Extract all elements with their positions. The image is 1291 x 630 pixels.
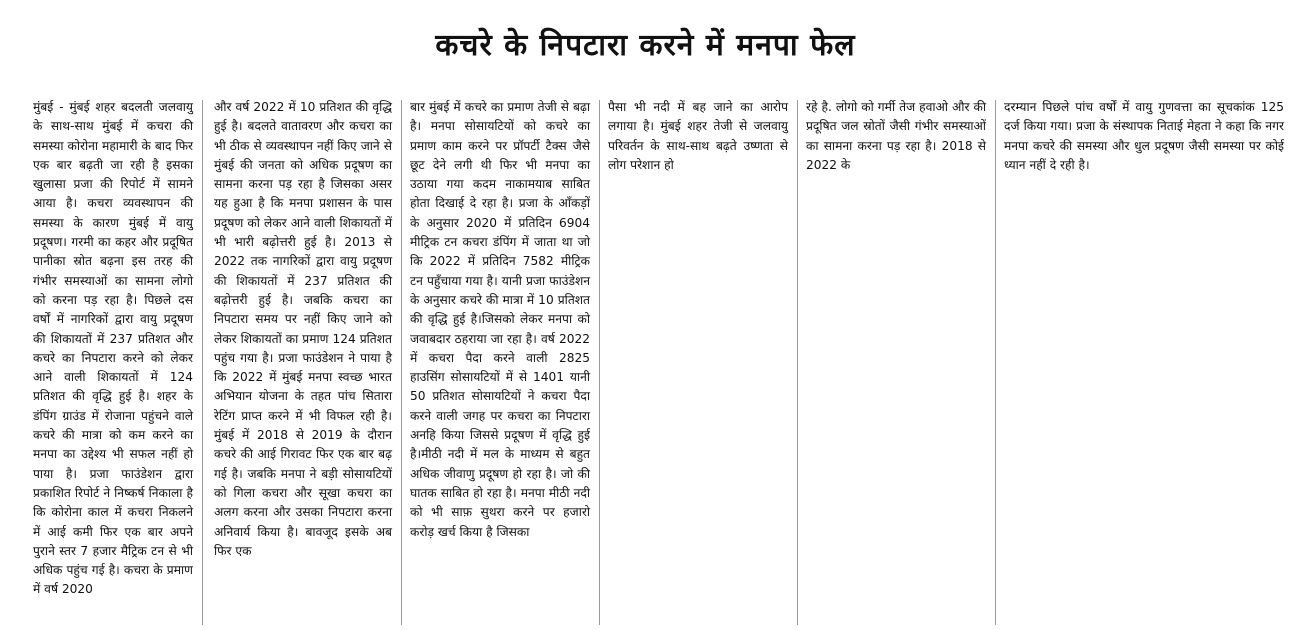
- article-column-5: [806, 98, 986, 175]
- column-text: बार मुंबई में कचरे का प्रमाण तेजी से बढ़ा है। मनपा सोसायटियों को कचरे का प्रमाण काम करने पर प्रॉपर्टी टैक्स जैसे छूट देने लगी थी फिर भी मनपा का उठाया गया कदम नाकामयाब साबित होता दिखाई दे रहा है। प्रजा के आँकड़ों के अनुसार 2020 में प्रतिदिन 6904 मीट्रिक टन कचरा डंपिंग में जाता था जो कि 2022 में प्रतिदिन 7582 मीट्रिक टन पहुँचाया गया है। यानी प्रजा फाउंडेशन के अनुसार कचरे की मात्रा में 10 प्रतिशत की वृद्धि हुई है।जिसको लेकर मनपा को जवाबदार ठहराया जा रहा है। वर्ष 2022 में कचरा पैदा करने वाली 2825 हाउसिंग सोसायटियों में से 1401 यानी 50 प्रतिशत सोसायटियों ने कचरा पैदा करने वाली जगह पर कचरा का निपटारा अनहि किया जिससे प्रदूषण में वृद्धि हुई है।मीठी नदी में मल के माध्यम से बहुत अधिक जीवाणु प्रदूषण हो रहा है। जो की घातक साबित हो रहा है। मनपा मीठी नदी को भी साफ़ सुथरा करने पर हजारो करोड़ खर्च किया है जिसका: [410, 100, 590, 539]
- column-divider: [797, 100, 798, 625]
- column-text: मुंबई - मुंबई शहर बदलती जलवायु के साथ-साथ मुंबई में कचरा की समस्या कोरोना महामारी के बाद फिर एक बार बढ़ती जा रही है इसका खुलासा प्रजा की रिपोर्ट में सामने आया है। कचरा व्यवस्थापन की समस्या के कारण मुंबई में वायु प्रदूषण। गरमी का कहर और प्रदूषित पानीका स्रोत बढ़ना इस तरह की गंभीर समस्याओं का सामना लोगो को करना पड़ रहा है। पिछले दस वर्षों में नागरिकों द्वारा वायु प्रदूषण की शिकायतों में 237 प्रतिशत और कचरे का निपटारा करने को लेकर आने वाली शिकायतों में 124 प्रतिशत की वृद्धि हुई है। शहर के डंपिंग ग्राउंड में रोजाना पहुंचने वाले कचरे की मात्रा को कम करने का मनपा का उद्देश्य भी सफल नहीं हो पाया है। प्रजा फाउंडेशन द्वारा प्रकाशित रिपोर्ट ने निष्कर्ष निकाला है कि कोरोना काल में कचरा निकलने में आई कमी फिर एक बार अपने पुराने स्तर 7 हजार मैट्रिक टन से भी अधिक पहुंच गई है। कचरा के प्रमाण में वर्ष 2020: [33, 100, 193, 597]
- column-text: दरम्यान पिछले पांच वर्षों में वायु गुणवत्ता का सूचकांक 125 दर्ज किया गया। प्रजा के संस्थापक निताई मेहता ने कहा कि नगर मनपा कचरे की समस्या और धुल प्रदूषण जैसी समस्या पर कोई ध्यान नहीं दे रही है।: [1004, 100, 1284, 172]
- column-divider: [599, 100, 600, 625]
- column-text: पैसा भी नदी में बह जाने का आरोप लगाया है। मुंबई शहर तेजी से जलवायु परिवर्तन के साथ-साथ बढ़ते उष्णता से लोग परेशान हो: [608, 100, 788, 172]
- article-column-2: [214, 98, 392, 561]
- column-text: रहे है. लोगो को गर्मी तेज हवाओ और की प्रदूषित जल स्रोतों जैसी गंभीर समस्याओं का सामना करना पड़ रहा है। 2018 से 2022 के: [806, 100, 986, 172]
- column-divider: [202, 100, 203, 625]
- column-divider: [401, 100, 402, 625]
- article-column-1: [33, 98, 193, 600]
- column-divider: [995, 100, 996, 625]
- article-column-3: [410, 98, 590, 542]
- headline: कचरे के निपटारा करने में मनपा फेल: [435, 28, 856, 63]
- article-column-4: [608, 98, 788, 175]
- column-text: और वर्ष 2022 में 10 प्रतिशत की वृद्धि हुई है। बदलते वातावरण और कचरा का भी ठीक से व्यवस्थापन नहीं किए जाने से मुंबई की जनता को अधिक प्रदूषण का सामना करना पड़ रहा है जिसका असर यह हुआ है कि मनपा प्रशासन के पास प्रदूषण को लेकर आने वाली शिकायतों में भी भारी बढ़ोत्तरी हुई है। 2013 से 2022 तक नागरिकों द्वारा वायु प्रदूषण की शिकायतों में 237 प्रतिशत की बढ़ोत्तरी हुई है। जबकि कचरा का निपटारा समय पर नहीं किए जाने को लेकर शिकायतों का प्रमाण 124 प्रतिशत पहुंच गया है। प्रजा फाउंडेशन ने पाया है कि 2022 में मुंबई मनपा स्वच्छ भारत अभियान योजना के तहत पांच सितारा रेटिंग प्राप्त करने में भी विफल रही है। मुंबई में 2018 से 2019 के दौरान कचरे की आई गिरावट फिर एक बार बढ़ गई है। जबकि मनपा ने बड़ी सोसायटियों को गिला कचरा और सूखा कचरा का अलग करना और उसका निपटारा करना अनिवार्य किया है। बावजूद इसके अब फिर एक: [214, 100, 392, 558]
- article-column-6: [1004, 98, 1284, 175]
